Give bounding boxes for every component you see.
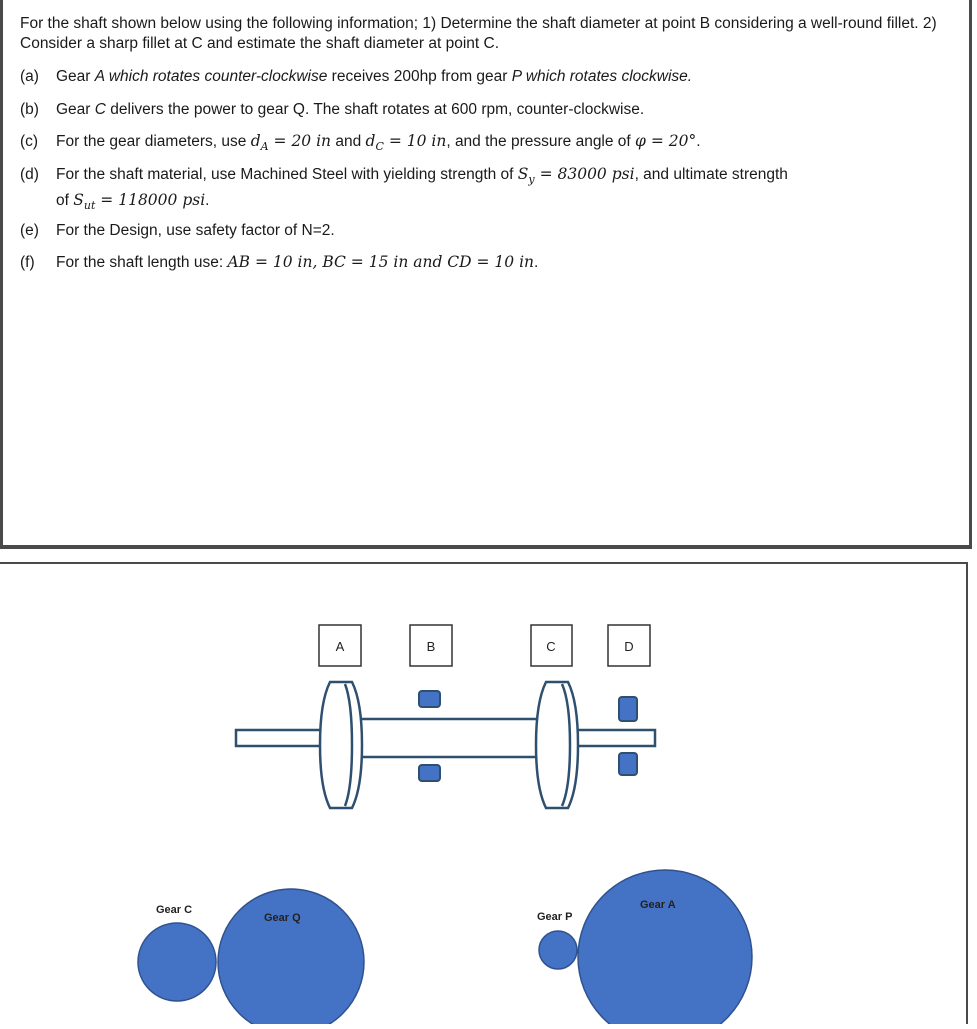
svg-text:A: A (335, 639, 345, 654)
item-c-pre: For the gear diameters, use (56, 133, 251, 150)
item-a-pre: Gear (56, 68, 95, 85)
bearing-b-top (419, 691, 440, 707)
svg-text:C: C (546, 639, 556, 654)
item-f-pre: For the shaft length use: (56, 254, 228, 271)
point-label-c (531, 625, 572, 666)
svg-text:B: B (426, 639, 436, 654)
gear-a-label: Gear A (640, 899, 676, 911)
panel-gap (0, 549, 977, 562)
shaft-right-segment (570, 730, 655, 746)
gear-c-circle (138, 904, 216, 1001)
bearing-d-top (619, 697, 637, 721)
item-d-pre: For the shaft material, use Machined Steel with yielding strength of (56, 166, 518, 183)
item-c-mid: , and the pressure angle of (446, 133, 636, 150)
item-c-label: (c) (20, 133, 39, 150)
item-b-pre: Gear (56, 101, 95, 118)
item-b-post: delivers the power to gear Q. The shaft rotates at 600 rpm, counter-clockwise. (105, 101, 645, 118)
item-c-and: and (331, 133, 366, 150)
point-label-b (410, 625, 452, 666)
item-d-end: . (205, 192, 210, 210)
item-f-end: . (534, 254, 539, 271)
item-a-gear-a: A which rotates counter-clockwise (94, 68, 328, 85)
item-e-text: For the Design, use safety factor of N=2. (56, 222, 335, 239)
point-label-a (319, 625, 361, 666)
shaft-center-segment (346, 719, 548, 757)
item-b-gear-c: C (94, 101, 106, 118)
item-c-end: . (696, 133, 701, 150)
gear-a-side (320, 682, 362, 808)
item-a-mid: receives 200hp from gear (327, 68, 512, 85)
gear-p-circle (537, 911, 577, 969)
item-e-label: (e) (20, 222, 39, 239)
bearing-d-bottom (619, 753, 637, 775)
problem-intro: For the shaft shown below using the following information; 1) Determine the shaft diameter at point B considering a well-round fillet. 2) Consider a sharp fillet at C and estimate the shaft diameter at point C. (20, 15, 937, 52)
item-a-label: (a) (20, 68, 39, 85)
item-d-sy: $S_y = 83000$ psi (517, 165, 635, 187)
gear-q-circle (218, 889, 364, 1024)
item-f-label: (f) (20, 254, 35, 271)
shaft-diagram (0, 564, 966, 1024)
svg-text:D: D (624, 639, 634, 654)
gear-c-side (536, 682, 578, 808)
item-c-da: $d_A = 20$ in (250, 132, 332, 154)
item-d-of: of (56, 192, 74, 210)
item-c-phi: φ = 20° (635, 132, 697, 150)
item-d-mid: , and ultimate strength (634, 166, 788, 183)
diagram-panel (0, 562, 968, 1024)
item-d-sut: $S_{ut} = 118000$ psi (73, 191, 206, 213)
shaft (236, 719, 655, 757)
item-b-label: (b) (20, 101, 39, 118)
item-c-dc: $d_C = 10$ in (365, 132, 447, 154)
point-label-d (608, 625, 650, 666)
item-d-label: (d) (20, 166, 39, 183)
gear-p-label: Gear P (537, 911, 573, 923)
item-f-lengths: AB = 10 in, BC = 15 in and CD = 10 in (227, 253, 535, 271)
item-a-gear-p: P which rotates clockwise. (511, 68, 693, 85)
shaft-left-segment (236, 730, 326, 746)
bearing-b-bottom (419, 765, 440, 781)
gear-a-circle (578, 870, 752, 1024)
gear-c-label: Gear C (156, 904, 193, 916)
gear-q-label: Gear Q (264, 912, 301, 924)
